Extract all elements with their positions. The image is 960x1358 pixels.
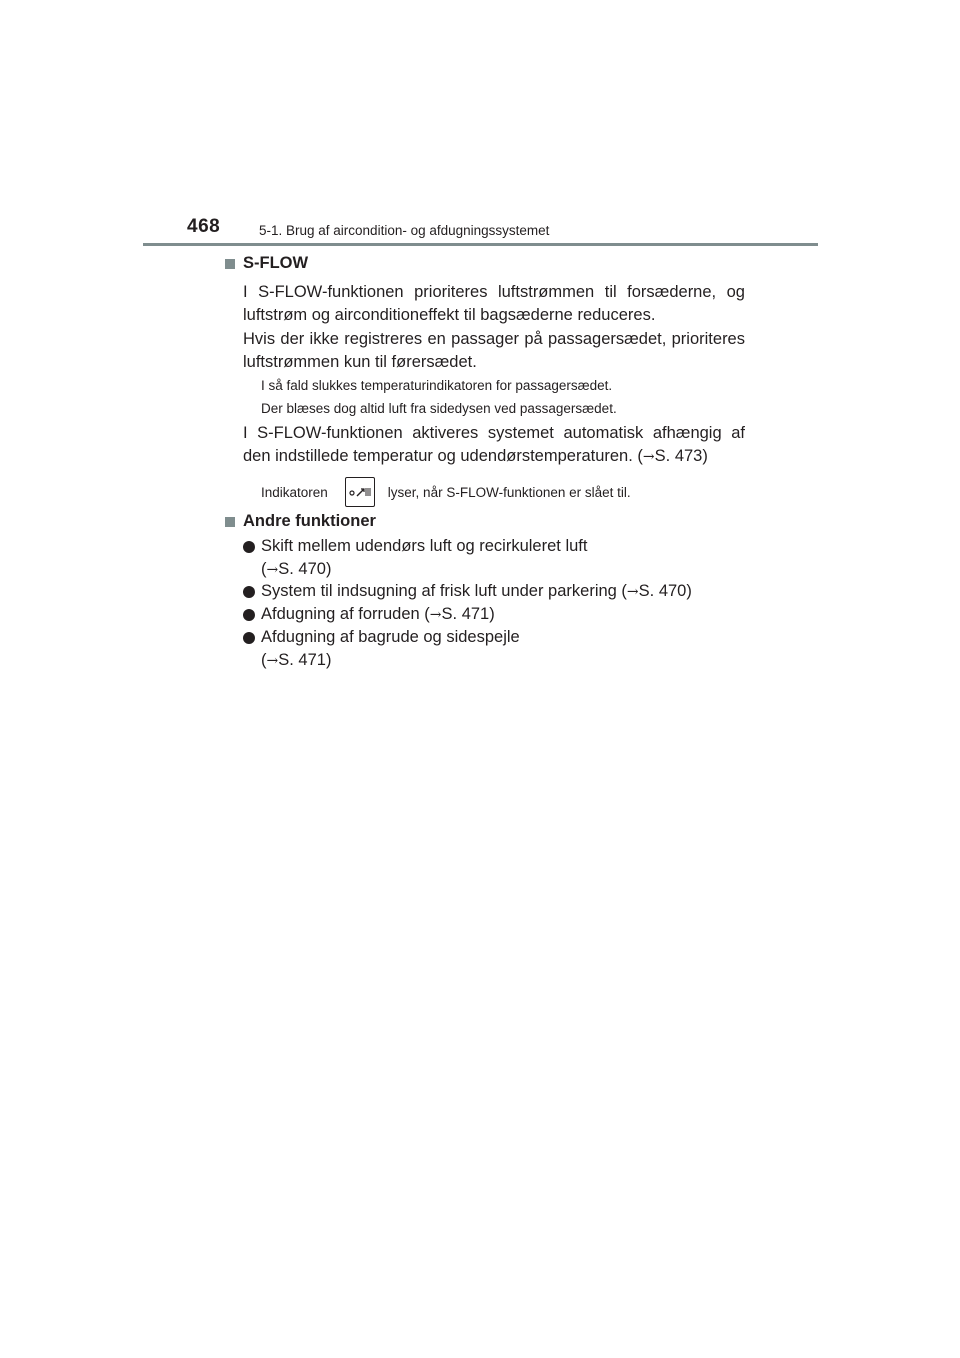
indicator-note bbox=[261, 476, 631, 508]
s-flow-indicator-icon bbox=[345, 477, 375, 507]
sflow-note-2: Der blæses dog altid luft fra sidedysen ved passagersædet. bbox=[261, 401, 617, 416]
list-item bbox=[243, 603, 743, 627]
bullet-dot-icon bbox=[243, 609, 255, 621]
sflow-paragraph-2: Hvis der ikke registreres en passager på passagersædet, prioriteres luftstrømmen kun til førersædet. bbox=[243, 330, 745, 371]
arrow-icon: → bbox=[266, 653, 279, 669]
bullet-dot-icon bbox=[243, 541, 255, 553]
page-reference-link[interactable]: S. 473) bbox=[654, 447, 708, 465]
arrow-icon: → bbox=[429, 607, 442, 623]
section-heading-text: S-FLOW bbox=[243, 254, 309, 272]
arrow-icon: → bbox=[266, 562, 279, 578]
list-item-text: Afdugning af bagrude og sidespejle bbox=[261, 628, 520, 646]
arrow-icon: → bbox=[626, 584, 639, 600]
page-reference-link[interactable]: S. 470) bbox=[278, 560, 332, 578]
section-heading-sflow bbox=[225, 254, 308, 273]
bullet-dot-icon bbox=[243, 632, 255, 644]
page-reference-link[interactable]: S. 471) bbox=[278, 651, 332, 669]
page-number: 468 bbox=[187, 216, 221, 237]
list-item-text: System til indsugning af frisk luft under parkering ( bbox=[261, 582, 627, 600]
indicator-text-before: Indikatoren bbox=[261, 484, 328, 500]
bullet-dot-icon bbox=[243, 586, 255, 598]
list-item: Afdugning af bagrude og sidespejle (→S. 471) bbox=[243, 626, 743, 673]
list-item-text: Afdugning af forruden ( bbox=[261, 605, 430, 623]
square-bullet-icon bbox=[225, 259, 235, 269]
list-item-text: Skift mellem udendørs luft og recirkuleret luft bbox=[261, 537, 588, 555]
page-reference-link[interactable]: S. 471) bbox=[441, 605, 495, 623]
section-heading-other bbox=[225, 512, 376, 531]
square-bullet-icon bbox=[225, 517, 235, 527]
sflow-paragraph-3-text: I S-FLOW-funktionen aktiveres systemet automatisk afhængig af den indstillede temperatur og udendørstemperaturen. ( bbox=[243, 424, 745, 465]
section-heading-text: Andre funktioner bbox=[243, 512, 376, 530]
list-item bbox=[243, 580, 743, 604]
indicator-text-after: lyser, når S-FLOW-funktionen er slået til. bbox=[387, 484, 631, 500]
page-reference-link[interactable]: S. 470) bbox=[638, 582, 692, 600]
arrow-icon: → bbox=[642, 449, 655, 465]
list-item: Skift mellem udendørs luft og recirkuleret luft (→S. 470) bbox=[243, 535, 743, 582]
chapter-title: 5-1. Brug af aircondition- og afdugningssystemet bbox=[259, 223, 550, 238]
sflow-paragraph-1: I S-FLOW-funktionen prioriteres luftstrømmen til forsæderne, og luftstrøm og airconditioneffekt til bagsæderne reduceres. bbox=[243, 283, 745, 324]
header-rule bbox=[143, 243, 818, 246]
sflow-paragraph-3 bbox=[243, 422, 745, 469]
sflow-note-1: I så fald slukkes temperaturindikatoren for passagersædet. bbox=[261, 378, 613, 393]
